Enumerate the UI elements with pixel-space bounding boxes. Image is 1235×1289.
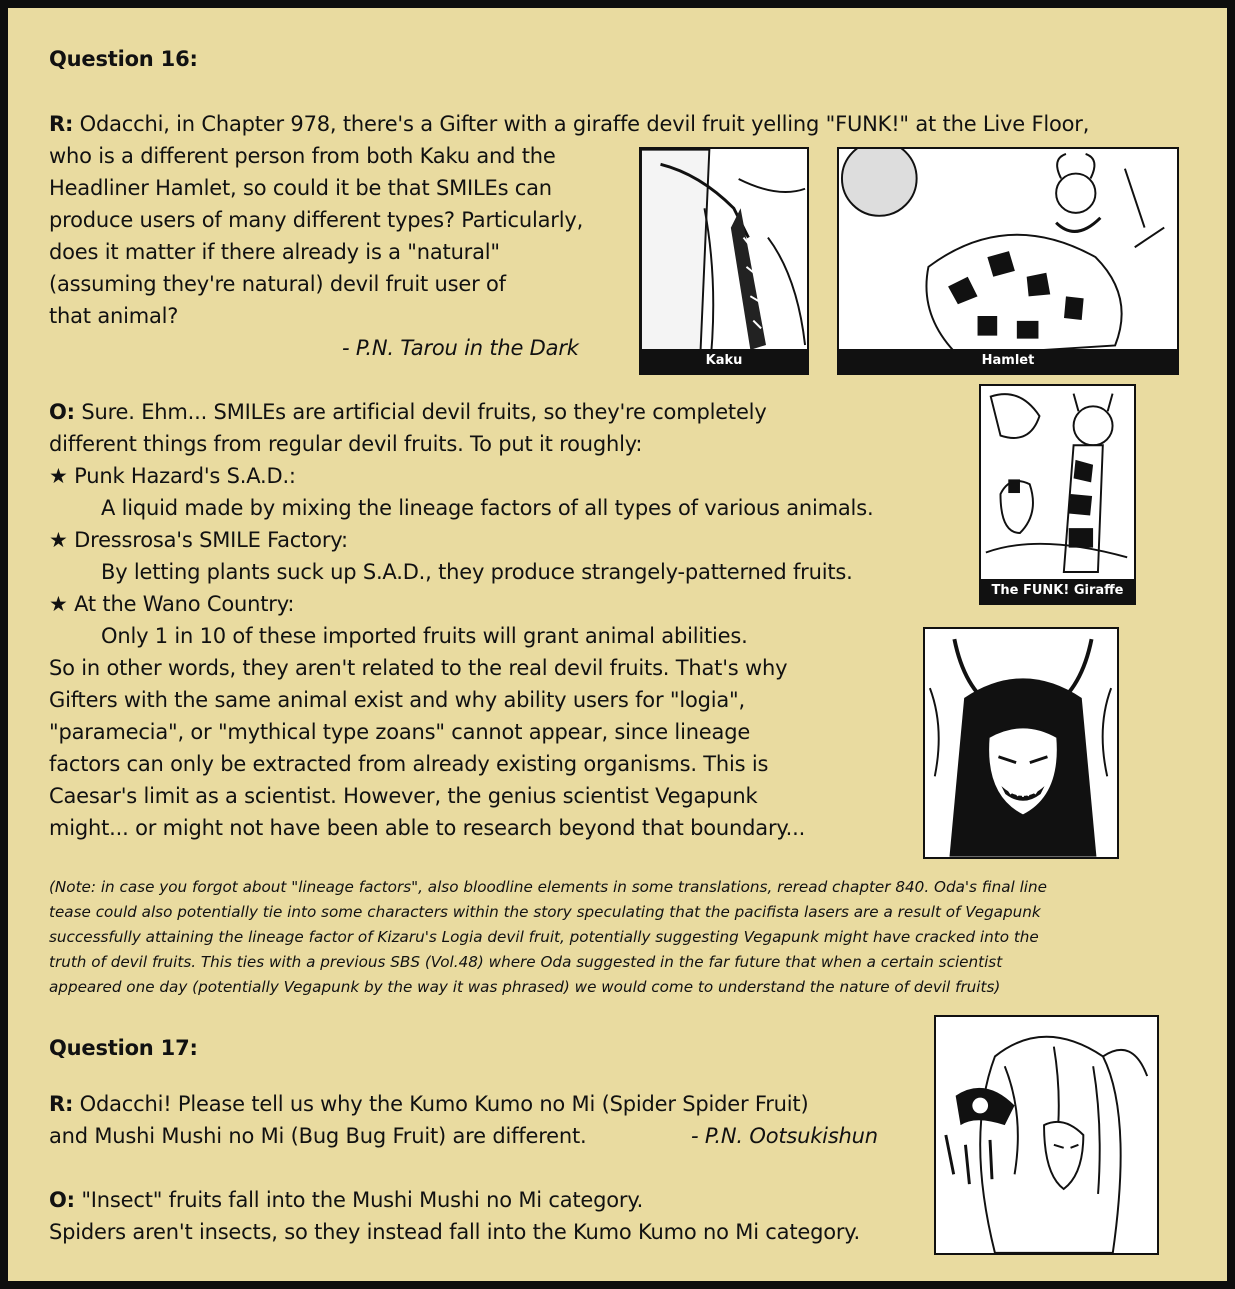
q16-oda-line: might... or might not have been able to research beyond that boundary... (49, 816, 806, 840)
bullet-heading: ★ Punk Hazard's S.A.D.: (49, 464, 296, 488)
reader-label: R: (49, 1092, 74, 1116)
q16-oda-line: So in other words, they aren't related to the real devil fruits. That's why (49, 656, 788, 680)
q16-oda-line: factors can only be extracted from already existing organisms. This is (49, 752, 769, 776)
bullet-body: A liquid made by mixing the lineage factors of all types of various animals. (101, 496, 874, 520)
oda-label: O: (49, 1188, 75, 1212)
funk-giraffe-caption: The FUNK! Giraffe (981, 579, 1134, 603)
hamlet-caption: Hamlet (839, 349, 1177, 373)
bullet-heading: ★ Dressrosa's SMILE Factory: (49, 528, 348, 552)
q16-oda-line: "paramecia", or "mythical type zoans" cannot appear, since lineage (49, 720, 751, 744)
star-icon: ★ (49, 464, 68, 488)
q17-oda-text: "Insect" fruits fall into the Mushi Mushi no Mi category. (81, 1188, 644, 1212)
q17-reader-author: - P.N. Ootsukishun (691, 1124, 878, 1148)
q16-reader-line: produce users of many different types? Particularly, (49, 208, 584, 232)
kaku-panel (639, 147, 809, 375)
q16-reader-author: - P.N. Tarou in the Dark (342, 336, 579, 360)
q16-oda-line: Caesar's limit as a scientist. However, the genius scientist Vegapunk (49, 784, 758, 808)
q16-reader-line (49, 108, 1089, 140)
spider-character-panel (934, 1015, 1159, 1255)
bullet-body: Only 1 in 10 of these imported fruits will grant animal abilities. (101, 624, 748, 648)
q17-oda-line: Spiders aren't insects, so they instead fall into the Kumo Kumo no Mi category. (49, 1220, 860, 1244)
q16-reader-text: Odacchi, in Chapter 978, there's a Gifter with a giraffe devil fruit yelling "FUNK!" at the Live Floor, (79, 112, 1090, 136)
note-line: tease could also potentially tie into some characters within the story speculating that the pacifista lasers are a result of Vegapunk (49, 903, 1041, 921)
note-line: (Note: in case you forgot about "lineage factors", also bloodline elements in some translations, reread chapter 840. Oda's final line (49, 878, 1047, 896)
reader-label: R: (49, 112, 74, 136)
oda-label: O: (49, 400, 75, 424)
character-portrait-panel (923, 627, 1119, 859)
q16-reader-line: does it matter if there already is a "natural" (49, 240, 500, 264)
q17-reader-text: Odacchi! Please tell us why the Kumo Kumo no Mi (Spider Spider Fruit) (79, 1092, 809, 1116)
star-icon: ★ (49, 528, 68, 552)
star-icon: ★ (49, 592, 68, 616)
hamlet-panel (837, 147, 1179, 375)
q16-oda-text: Sure. Ehm... SMILEs are artificial devil fruits, so they're completely (81, 400, 767, 424)
funk-giraffe-panel (979, 384, 1136, 605)
q16-oda-line (49, 396, 767, 428)
kaku-caption: Kaku (641, 349, 807, 373)
q16-reader-line: (assuming they're natural) devil fruit user of (49, 272, 506, 296)
kaku-illustration (641, 149, 807, 373)
note-line: truth of devil fruits. This ties with a previous SBS (Vol.48) where Oda suggested in the far future that when a certain scientist (49, 953, 1003, 971)
question-16-title: Question 16: (49, 47, 198, 71)
note-line: appeared one day (potentially Vegapunk by the way it was phrased) we would come to understand the nature of devil fruits) (49, 978, 1001, 996)
q17-oda-line (49, 1184, 643, 1216)
sbs-page (8, 8, 1227, 1281)
translator-note (49, 875, 1149, 1000)
q16-reader-line: who is a different person from both Kaku and the (49, 144, 556, 168)
funk-giraffe-illustration (981, 386, 1134, 603)
q17-reader-line (49, 1088, 808, 1120)
question-17-title: Question 17: (49, 1036, 198, 1060)
q16-reader-line: Headliner Hamlet, so could it be that SMILEs can (49, 176, 552, 200)
q16-reader-line: that animal? (49, 304, 179, 328)
note-line: successfully attaining the lineage factor of Kizaru's Logia devil fruit, potentially suggesting Vegapunk might have cracked into the (49, 928, 1039, 946)
hamlet-illustration (839, 149, 1177, 373)
spider-character-illustration (936, 1017, 1157, 1253)
q16-oda-line: Gifters with the same animal exist and why ability users for "logia", (49, 688, 745, 712)
character-portrait-illustration (925, 629, 1117, 857)
bullet-body: By letting plants suck up S.A.D., they produce strangely-patterned fruits. (101, 560, 853, 584)
q16-oda-line: different things from regular devil fruits. To put it roughly: (49, 432, 643, 456)
bullet-heading: ★ At the Wano Country: (49, 592, 295, 616)
q17-reader-line: and Mushi Mushi no Mi (Bug Bug Fruit) are different. (49, 1124, 587, 1148)
